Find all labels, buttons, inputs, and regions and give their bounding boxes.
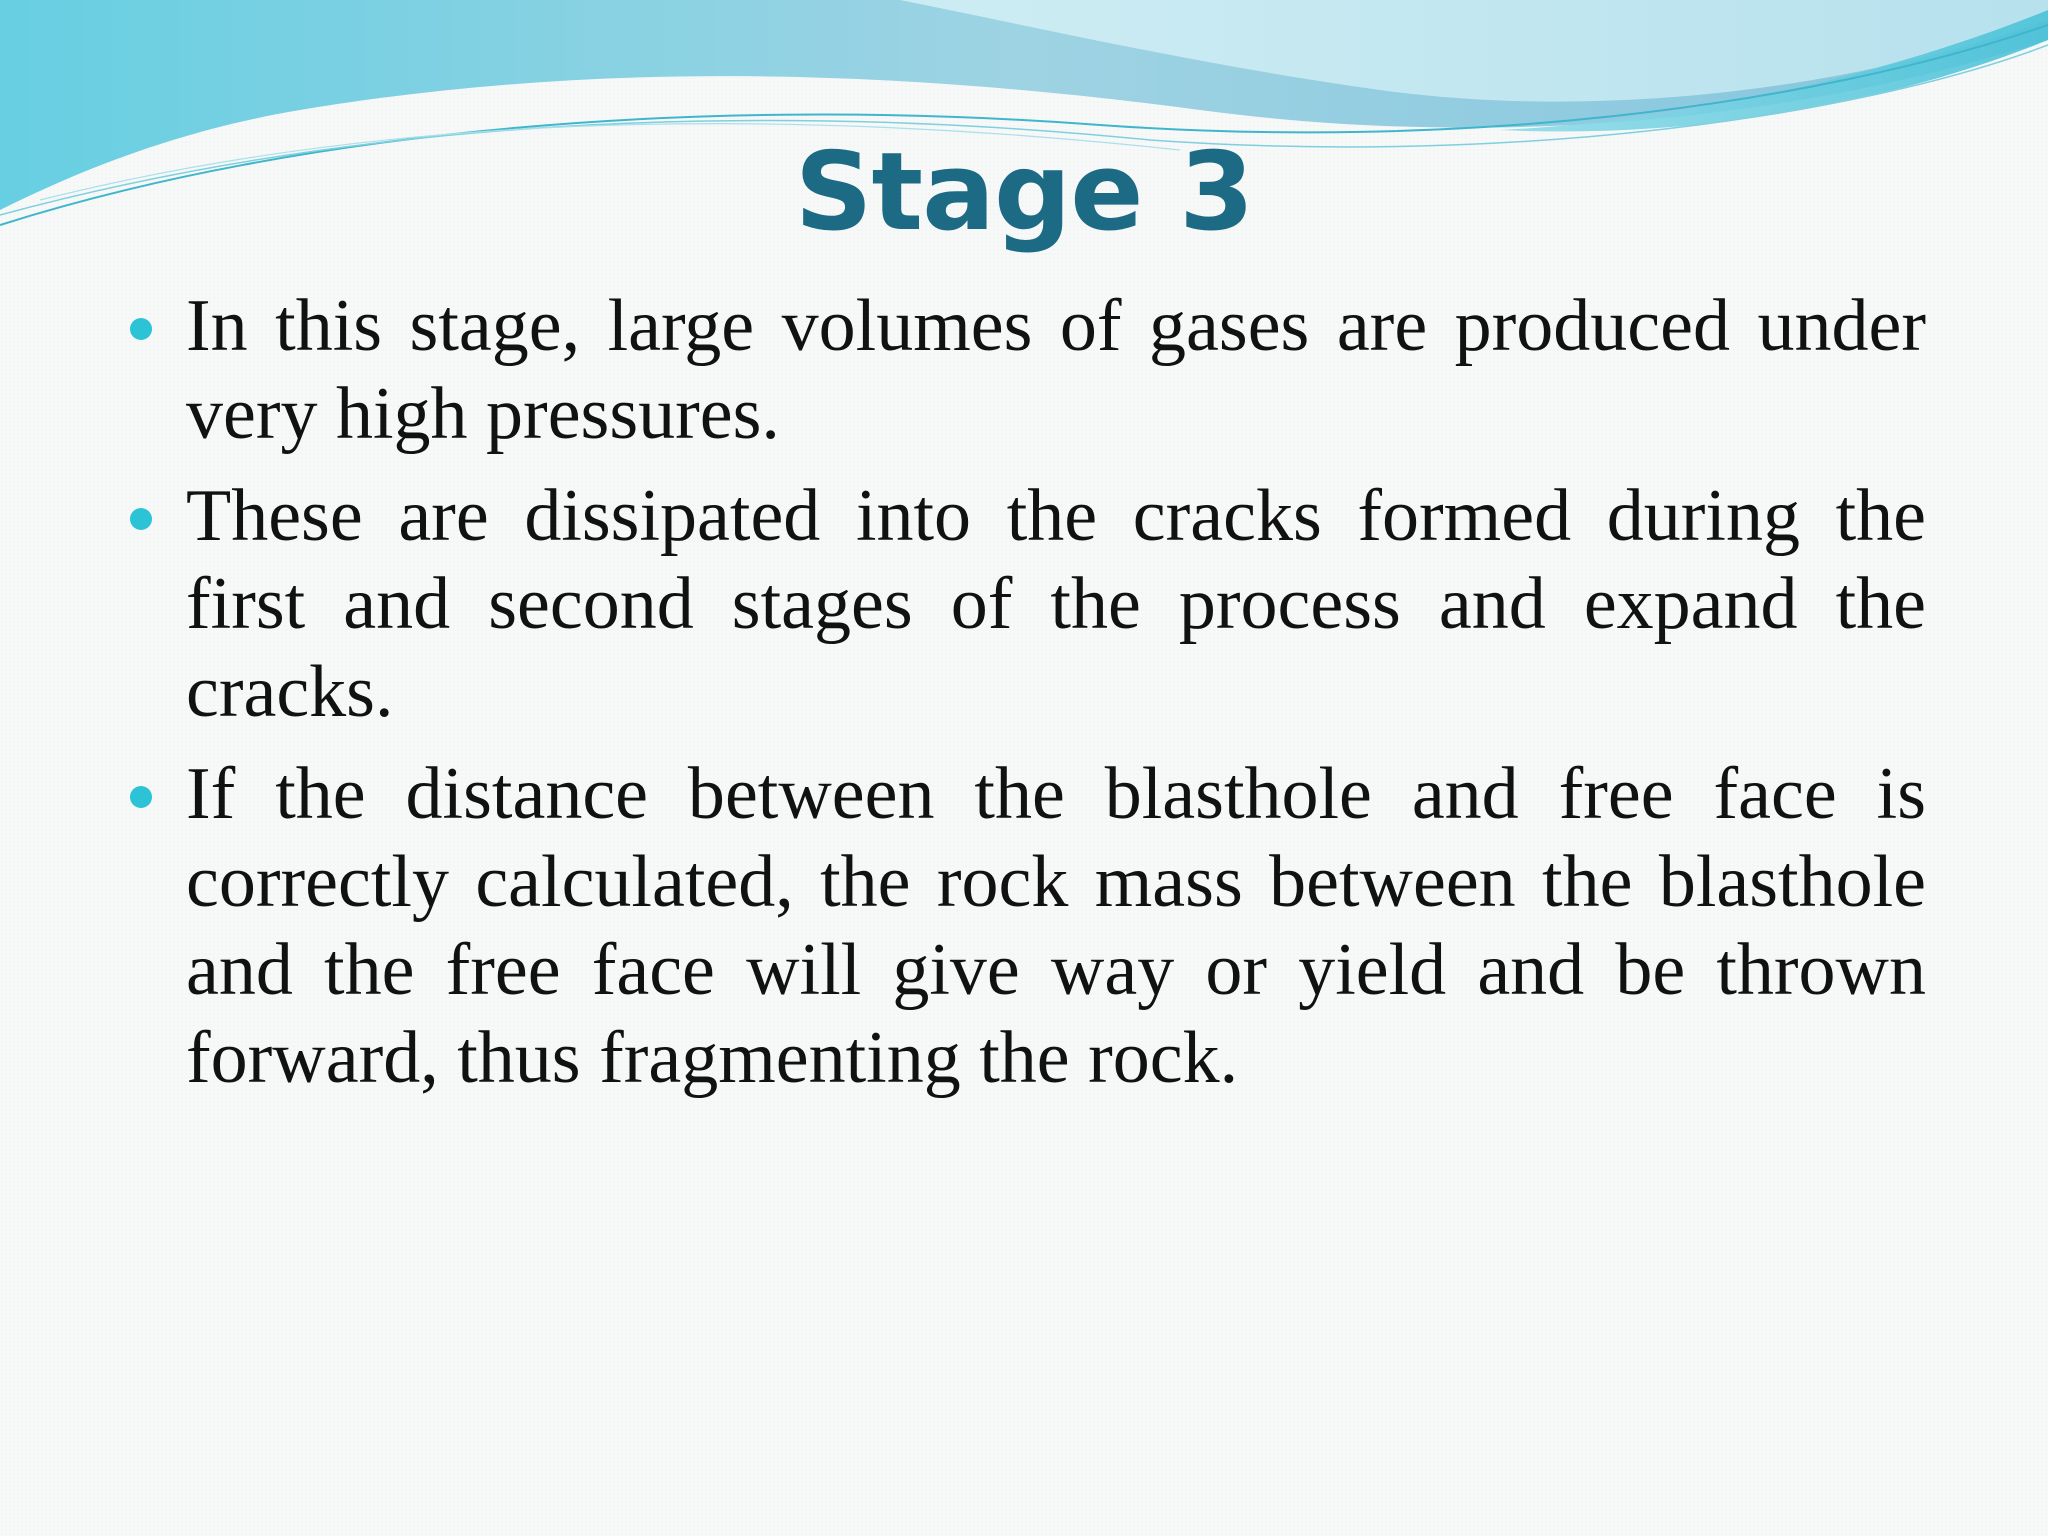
- bullet-text: If the distance between the blasthole and free face is correctly calculated, the rock mass between the blasthole and the free face will give way or yield and be thrown forward, thus fragmenting the rock.: [186, 753, 1926, 1099]
- bullet-text: In this stage, large volumes of gases are produced under very high pressures.: [186, 285, 1926, 455]
- bullet-text: These are dissipated into the cracks formed during the first and second stages of the process and expand the cracks.: [186, 475, 1926, 733]
- bullet-dot-icon: [130, 508, 152, 530]
- bullet-item: [130, 750, 1926, 1102]
- bullet-list: [130, 282, 1926, 1116]
- bullet-dot-icon: [130, 786, 152, 808]
- bullet-item: [130, 282, 1926, 458]
- bullet-item: [130, 472, 1926, 736]
- bullet-dot-icon: [130, 318, 152, 340]
- slide-title: Stage 3: [794, 130, 1254, 255]
